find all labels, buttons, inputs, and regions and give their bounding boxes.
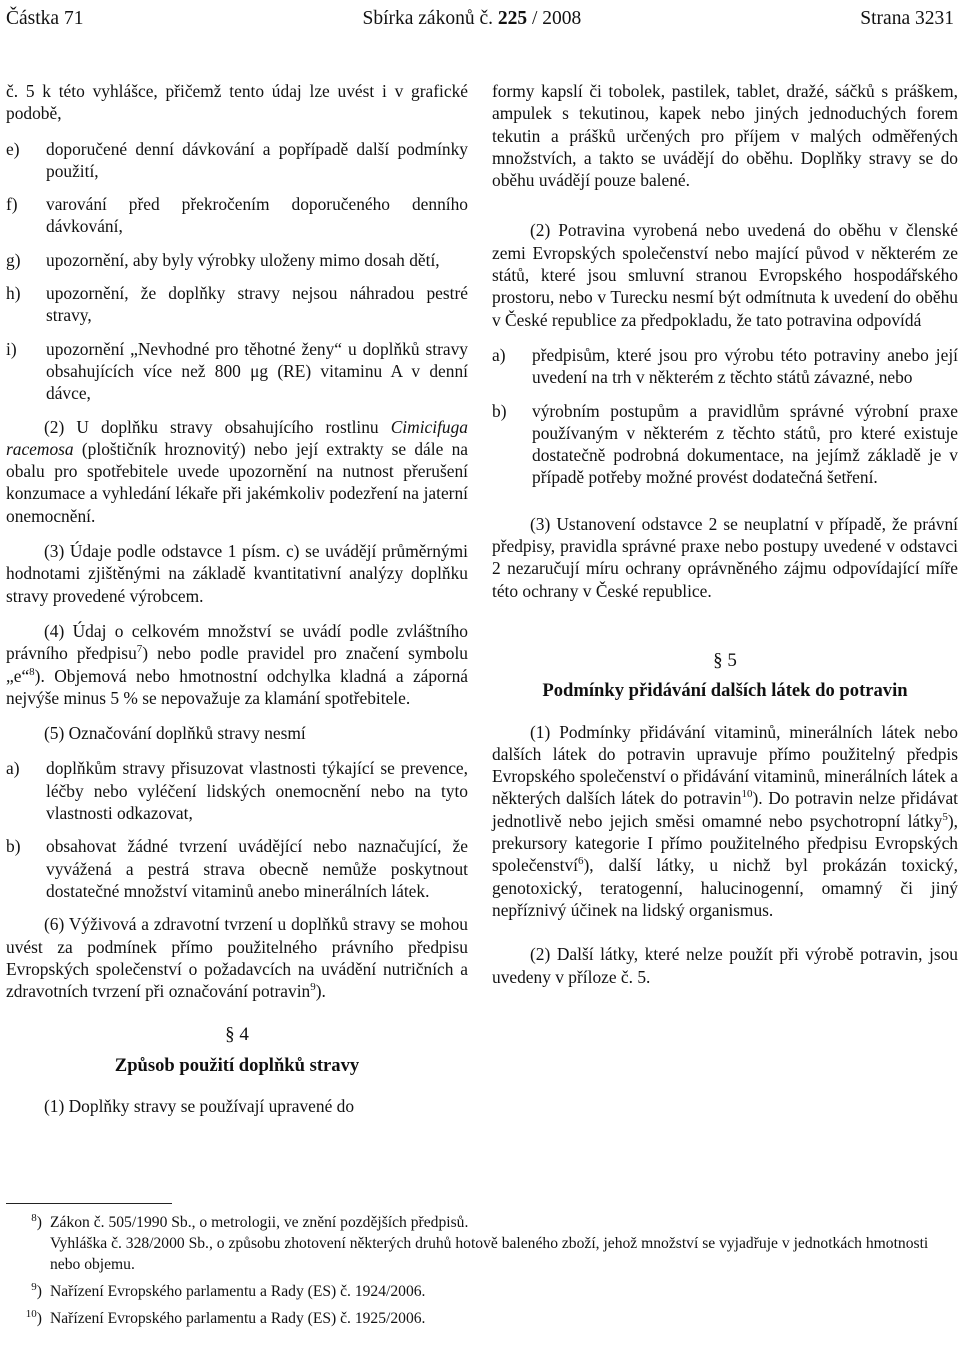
paragraph: formy kapslí či tobolek, pastilek, tablet, dražé, sáčků s práškem, ampulek s tekutinou, kapek nebo jiných jednoduchých forem tekutin a prášků určených pro příjem v malých odměřených množstvích, a takto se uvádějí do oběhu. Doplňky stravy se do oběhu uvádějí pouze balené.: [492, 81, 958, 191]
paragraph: (2) Potravina vyrobená nebo uvedená do oběhu v členské zemi Evropských společenství nebo mající původ v některém ze států, které jsou smluvní stranou Evropského hospodářského prostoru, nebo v Turecku nesmí být odmítnuta k uvedení do oběhu v České republice za předpokladu, že tato potravina odpovídá: [492, 220, 958, 330]
footnote-ref: 9: [310, 981, 316, 994]
footnote-ref: 5: [942, 810, 948, 823]
list-item: [6, 835, 468, 902]
text-run: (2) U doplňku stravy obsahujícího rostlinu: [44, 416, 391, 437]
list-label: i): [6, 338, 17, 359]
footnote-mark: $^9$): [31, 1280, 42, 1300]
part-number: Částka 71: [6, 8, 84, 29]
list-label: h): [6, 283, 21, 304]
paragraph: (1) Doplňky stravy se používají upravené do: [44, 1095, 355, 1116]
paragraph: č. 5 k této vyhlášce, přičemž tento údaj lze uvést i v grafické podobě,: [6, 81, 468, 124]
list-item: [6, 138, 468, 183]
footnote-divider: [6, 1203, 172, 1204]
text-run: ), prekursory kategorie I přímo použitelného předpisu Evropských společenství: [492, 810, 958, 876]
list-item: [6, 193, 468, 238]
list-text: předpisům, které jsou pro výrobu této potraviny anebo její uvedení na trh v některém z těchto států závazné, nebo: [532, 344, 958, 388]
footnote-text: Vyhláška č. 328/2000 Sb., o způsobu zhotovení některých druhů hotově baleného zboží, jehož množství se vyjadřuje v jednotkách hmotnosti nebo objemu.: [50, 1235, 929, 1273]
list-label: a): [492, 344, 506, 365]
text-run: ). Objemová nebo hmotnostní odchylka kladná a záporná nejvýše minus 5 % se nepovažuje za klamání spotřebitele.: [6, 665, 468, 708]
list-text: obsahovat žádné tvrzení uvádějící nebo naznačující, že vyvážená a pestrá strava obecně nemůže poskytnout dostatečné množství vitaminů anebo minerálních látek.: [46, 836, 468, 901]
list-label: f): [6, 194, 18, 215]
footnote-ref: 8: [29, 665, 35, 678]
paragraph: (3) Údaje podle odstavce 1 písm. c) se uvádějí průměrnými hodnotami zjištěnými na základě kvantitativní analýzy doplňku stravy provedené výrobcem.: [6, 541, 468, 606]
text-run: (4) Údaj o celkovém množství se uvádí podle zvláštního právního předpisu: [6, 620, 468, 664]
latin-name: Cimicifuga racemosa: [6, 416, 468, 459]
text-run: ) nebo podle pravidel pro značení symbolu „e“: [6, 643, 468, 686]
list-item: [492, 344, 958, 389]
footnote-ref: 6: [577, 855, 584, 868]
text-run: (ploštičník hroznovitý) nebo její extrakty se dále na obalu pro spotřebitele uvede upozornění na nutnost přerušení konzumace a vyhledání lékaře při jakémkoliv podezření na jaterní onemocnění.: [6, 438, 468, 526]
footnote-number: 10: [25, 1307, 37, 1320]
list-label: e): [6, 138, 20, 159]
collection-number: 225: [497, 8, 528, 29]
list-text: upozornění, že doplňky stravy nejsou náhradou pestré stravy,: [46, 283, 468, 326]
list-label: b): [492, 400, 507, 421]
paragraph: [6, 913, 468, 1002]
list-text: upozornění „Nevhodné pro těhotné ženy“ u doplňků stravy obsahujících více než 800 μg (RE) vitaminu A v denní dávce,: [46, 338, 468, 404]
paragraph: (5) Označování doplňků stravy nesmí: [44, 723, 306, 744]
text-run: (6) Výživová a zdravotní tvrzení u doplňků stravy se mohou uvést za podmínek přímo použitelného právního předpisu Evropských společenství o požadavcích na uvádění nutričních a zdravotních tvrzení při označování potravin: [6, 914, 468, 1002]
footnote-number: 8: [31, 1211, 37, 1224]
footnote-ref: 10: [741, 788, 753, 801]
section-number: § 4: [225, 1024, 249, 1046]
right-column: [492, 80, 958, 1001]
list-label: g): [6, 249, 21, 270]
list-text: doporučené denní dávkování a popřípadě další podmínky použití,: [46, 138, 468, 181]
paragraph: [492, 721, 958, 922]
left-column: [6, 80, 468, 1130]
page-header: [6, 4, 954, 34]
section-number: § 5: [713, 649, 737, 671]
footnote-text: Nařízení Evropského parlamentu a Rady (ES) č. 1925/2006.: [50, 1310, 426, 1327]
text-run: ).: [315, 981, 326, 1002]
paragraph: (3) Ustanovení odstavce 2 se neuplatní v případě, že právní předpisy, pravidla správné praxe nebo postupy uvedené v odstavci 2 nezaručují míru ochrany oprávněného zájmu odpovídající míře této ochrany v České republice.: [492, 513, 958, 601]
paragraph: [6, 416, 468, 527]
list-item: [6, 338, 468, 405]
text-run: ), další látky, u nichž byl prokázán toxický, genotoxický, teratogenní, halucinogenní, omamný či jiný nepříznivý účinek na lidský organismus.: [492, 855, 958, 920]
footnote: [6, 1212, 956, 1233]
footnote-mark: $^{10}$): [25, 1307, 42, 1327]
list-text: doplňkům stravy přisuzovat vlastnosti týkající se prevence, léčby nebo vyléčení lidských onemocnění nebo na tyto vlastnosti odkazovat,: [46, 758, 468, 824]
footnotes: [6, 1212, 956, 1329]
paragraph: [6, 620, 468, 709]
section-heading: Způsob použití doplňků stravy: [114, 1054, 360, 1076]
footnote-text: Nařízení Evropského parlamentu a Rady (ES) č. 1924/2006.: [50, 1283, 426, 1300]
footnote-ref: 7: [136, 643, 143, 656]
list-item: [6, 757, 468, 824]
collection-reference: [362, 8, 581, 30]
page-number: Strana 3231: [860, 8, 954, 29]
list-item: [492, 400, 958, 489]
footnote-text: Zákon č. 505/1990 Sb., o metrologii, ve znění pozdějších předpisů.: [50, 1214, 469, 1231]
list-text: výrobním postupům a pravidlům správné výrobní praxe používaným v některém z těchto států, pro které existuje dostatečně podrobná dokumentace, na jejímž základě je v případě potřeby možné provést dodatečná šetření.: [532, 400, 958, 488]
list-label: b): [6, 836, 21, 857]
list-text: varování před překročením doporučeného denního dávkování,: [46, 194, 468, 237]
paragraph: (2) Další látky, které nelze použít při výrobě potravin, jsou uvedeny v příloze č. 5.: [492, 944, 958, 987]
section-heading: Podmínky přidávání dalších látek do potravin: [542, 680, 908, 702]
list-item: [6, 282, 468, 327]
footnote: [6, 1308, 956, 1329]
text-run: ). Do potravin nelze přidávat jednotlivě nebo jejich směsi omamné nebo psychotropní látky: [492, 788, 959, 831]
list-text: upozornění, aby byly výrobky uloženy mimo dosah dětí,: [46, 249, 440, 270]
footnote: [6, 1281, 956, 1302]
collection-year: / 2008: [531, 8, 582, 29]
list-label: a): [6, 758, 20, 779]
list-item: [6, 249, 468, 271]
footnote-mark: $^8$): [31, 1211, 42, 1231]
text-run: (1) Podmínky přidávání vitaminů, minerálních látek nebo dalších látek do potravin upravuje přímo použitelný předpis Evropského společenství o přidávání vitaminů, minerálních látek a některých dalších látek do potravin: [492, 721, 958, 809]
collection-prefix: Sbírka zákonů č.: [362, 8, 493, 29]
footnote-number: 9: [31, 1280, 37, 1293]
